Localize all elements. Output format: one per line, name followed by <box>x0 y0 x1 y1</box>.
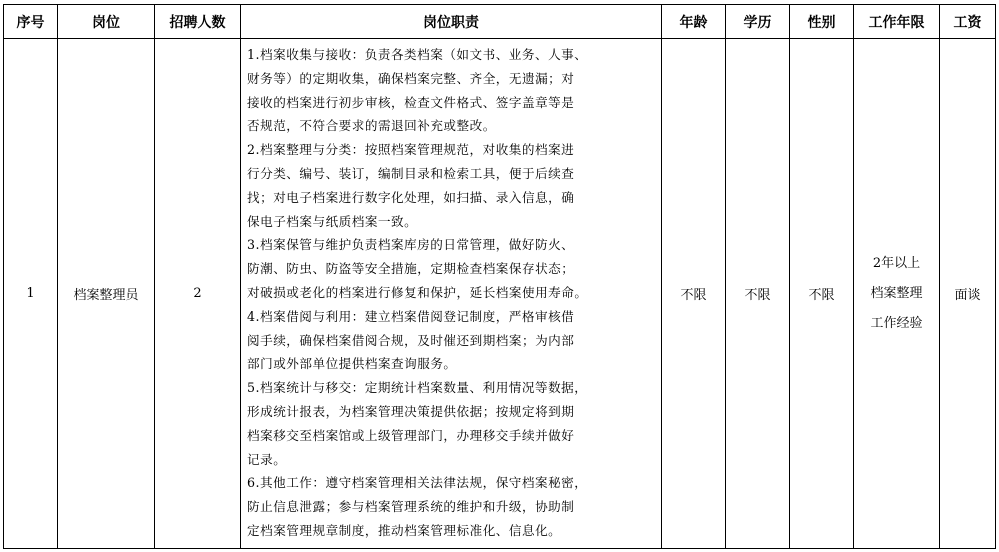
experience-line: 工作经验 <box>870 315 923 331</box>
cell-salary: 面谈 <box>940 39 996 549</box>
job-posting-table <box>3 4 996 549</box>
cell-experience <box>854 39 940 549</box>
cell-position: 档案整理员 <box>58 39 155 549</box>
cell-education: 不限 <box>726 39 790 549</box>
duty-line: 找；对电子档案进行数字化处理，如扫描、录入信息，确 <box>247 189 575 205</box>
cell-age: 不限 <box>662 39 726 549</box>
duty-line: 档案移交至档案馆或上级管理部门，办理移交手续并做好 <box>247 427 575 443</box>
header-position: 岗位 <box>58 5 155 39</box>
header-seq: 序号 <box>4 5 58 39</box>
duty-line: 否规范，不符合要求的需退回补充或整改。 <box>247 118 496 134</box>
experience-line: 2年以上 <box>872 255 921 271</box>
header-salary: 工资 <box>940 5 996 39</box>
duty-line: 1.档案收集与接收：负责各类档案（如文书、业务、人事、 <box>247 47 588 62</box>
header-education: 学历 <box>726 5 790 39</box>
duty-line: 防止信息泄露；参与档案管理系统的维护和升级，协助制 <box>247 499 575 515</box>
duty-line: 3.档案保管与维护负责档案库房的日常管理，做好防火、 <box>247 237 575 253</box>
header-age: 年龄 <box>662 5 726 39</box>
cell-gender: 不限 <box>790 39 854 549</box>
experience-line: 档案整理 <box>870 285 923 301</box>
cell-duties <box>241 39 662 549</box>
cell-seq: 1 <box>4 39 58 549</box>
duty-line: 保电子档案与纸质档案一致。 <box>247 213 418 229</box>
header-headcount: 招聘人数 <box>155 5 241 39</box>
duty-line: 6.其他工作：遵守档案管理相关法律法规，保守档案秘密， <box>247 475 588 491</box>
cell-headcount: 2 <box>155 39 241 549</box>
header-row <box>4 5 996 39</box>
header-experience: 工作年限 <box>854 5 940 39</box>
duty-line: 对破损或老化的档案进行修复和保护，延长档案使用寿命。 <box>247 284 588 300</box>
duty-line: 行分类、编号、装订，编制目录和检索工具，便于后续查 <box>247 165 575 181</box>
duty-line: 部门或外部单位提供档案查询服务。 <box>247 356 457 372</box>
duty-line: 阅手续，确保档案借阅合规，及时催还到期档案；为内部 <box>247 332 575 348</box>
duty-line: 形成统计报表，为档案管理决策提供依据；按规定将到期 <box>247 403 575 419</box>
duty-line: 定档案管理规章制度，推动档案管理标准化、信息化。 <box>247 522 562 538</box>
duty-line: 2.档案整理与分类：按照档案管理规范，对收集的档案进 <box>247 142 575 158</box>
header-gender: 性别 <box>790 5 854 39</box>
duty-line: 防潮、防虫、防盗等安全措施，定期检查档案保存状态； <box>247 261 575 277</box>
duty-line: 接收的档案进行初步审核，检查文件格式、签字盖章等是 <box>247 94 575 110</box>
header-duties: 岗位职责 <box>241 5 662 39</box>
duty-line: 记录。 <box>247 451 287 467</box>
table-row <box>4 39 996 549</box>
duty-line: 4.档案借阅与利用：建立档案借阅登记制度，严格审核借 <box>247 308 575 324</box>
duty-line: 财务等）的定期收集，确保档案完整、齐全，无遗漏；对 <box>247 70 575 86</box>
duty-line: 5.档案统计与移交：定期统计档案数量、利用情况等数据， <box>247 380 588 396</box>
